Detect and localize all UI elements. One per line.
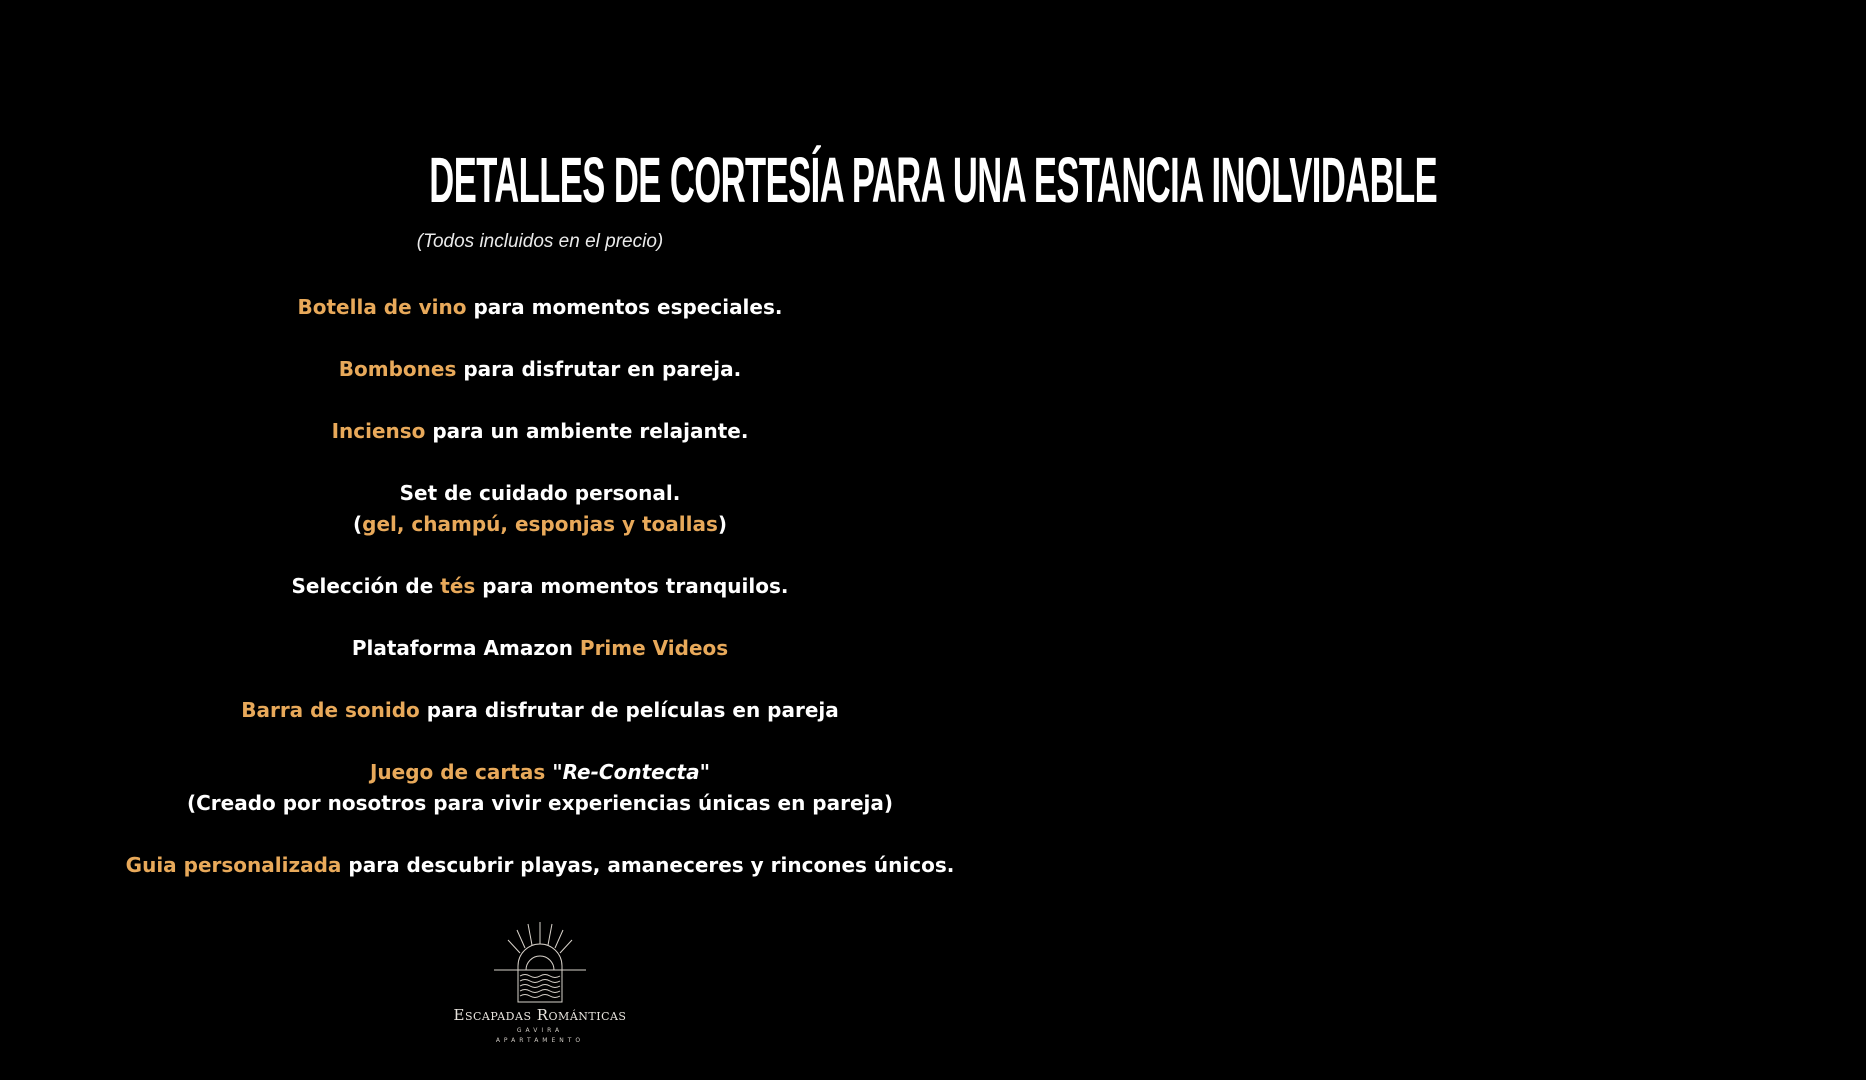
paren-open: (	[352, 512, 363, 536]
quote-open: "	[545, 760, 563, 784]
amenities-list	[0, 292, 1080, 881]
brand-name: Escapadas Románticas	[453, 1006, 627, 1024]
list-item-chocolates	[0, 354, 1080, 385]
item-text: para momentos especiales.	[466, 295, 783, 319]
item-text: para disfrutar de películas en pareja	[419, 698, 839, 722]
item-text: para momentos tranquilos.	[475, 574, 789, 598]
item-detail	[0, 509, 1080, 540]
item-highlight: tés	[440, 574, 476, 598]
paren-close: )	[717, 512, 727, 536]
page-subtitle: (Todos incluidos en el precio)	[416, 231, 664, 252]
item-text: para un ambiente relajante.	[425, 419, 749, 443]
item-highlight: Incienso	[331, 419, 426, 443]
item-text: para disfrutar en pareja.	[456, 357, 742, 381]
item-text-before: Plataforma Amazon	[351, 636, 580, 660]
list-item-streaming	[0, 633, 1080, 664]
item-text-before: Selección de	[291, 574, 441, 598]
list-item-wine	[0, 292, 1080, 323]
brand-sub-apartamento: APARTAMENTO	[495, 1037, 585, 1044]
sun-over-sea-arch-icon	[480, 918, 600, 1008]
list-item-card-game	[0, 757, 1080, 819]
item-highlight: Prime Videos	[579, 636, 729, 660]
item-highlight: Barra de sonido	[241, 698, 420, 722]
list-item-soundbar	[0, 695, 1080, 726]
item-detail: (Creado por nosotros para vivir experiencias únicas en pareja)	[186, 791, 894, 815]
item-highlight: Guia personalizada	[125, 853, 342, 877]
item-highlight: gel, champú, esponjas y toallas	[362, 512, 718, 536]
list-item-guide	[0, 850, 1080, 881]
game-name: Re-Contecta	[562, 760, 700, 784]
item-text: para descubrir playas, amaneceres y rincones únicos.	[341, 853, 955, 877]
list-item-teas	[0, 571, 1080, 602]
list-item-personal-care	[0, 478, 1080, 540]
item-highlight: Juego de cartas	[369, 760, 546, 784]
item-line	[0, 757, 1080, 788]
quote-close: "	[699, 760, 711, 784]
page-title-text: DETALLES DE CORTESÍA PARA UNA ESTANCIA INOLVIDABLE	[429, 144, 1438, 216]
item-highlight: Botella de vino	[297, 295, 467, 319]
item-highlight: Bombones	[338, 357, 457, 381]
brand-sub-gavira: GAVIRA	[516, 1027, 564, 1034]
page-title	[0, 140, 1438, 220]
item-text: Set de cuidado personal.	[399, 481, 681, 505]
list-item-incense	[0, 416, 1080, 447]
